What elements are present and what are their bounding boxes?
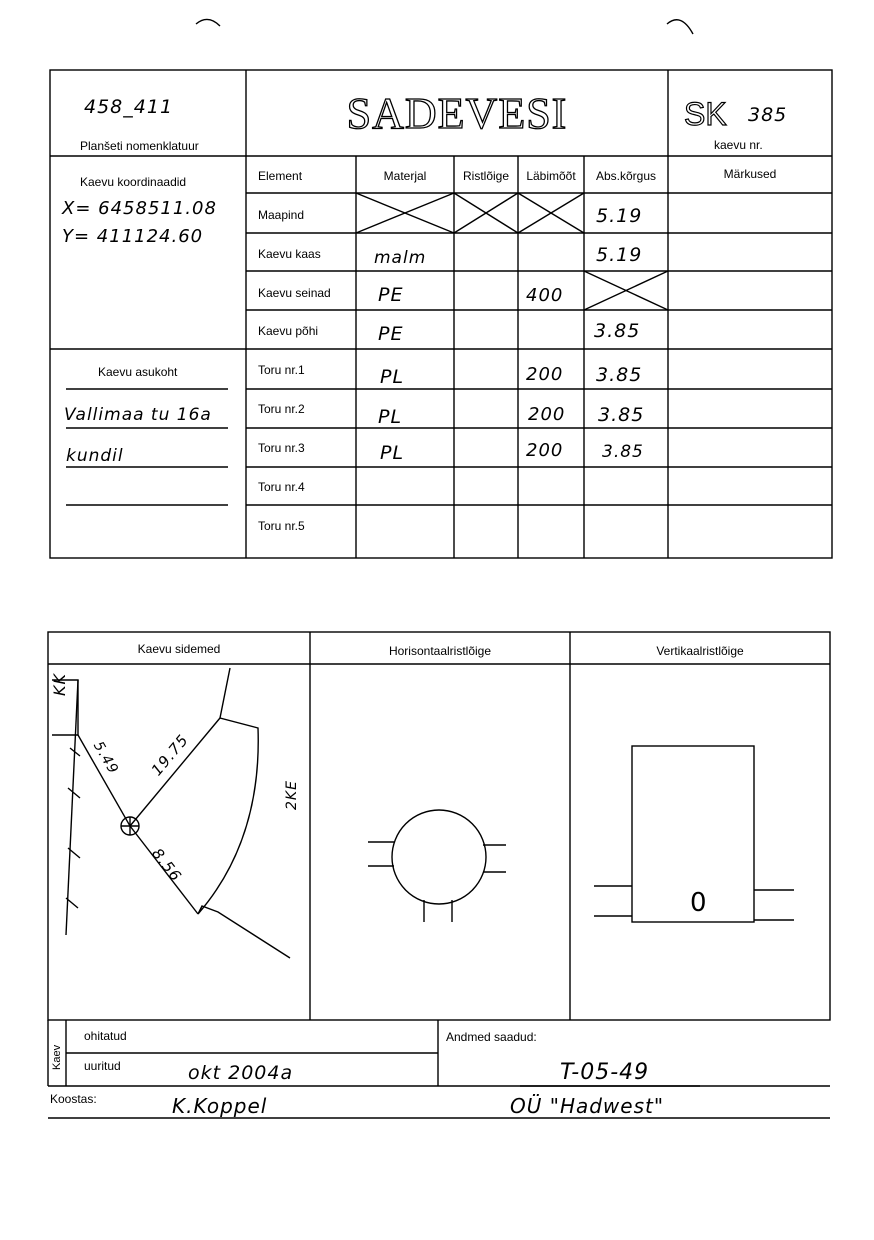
row-element: Maapind: [258, 208, 305, 222]
row-material: PL: [378, 406, 403, 428]
kk-label: KK: [50, 673, 69, 696]
row-element: Toru nr.1: [258, 363, 305, 377]
row-element: Kaevu kaas: [258, 247, 321, 261]
row-height: 3.85: [596, 364, 643, 386]
location-label: Kaevu asukoht: [98, 365, 178, 379]
well-number: 385: [748, 104, 788, 126]
row-element: Toru nr.4: [258, 480, 305, 494]
row-element: Toru nr.3: [258, 441, 305, 455]
row-material: PE: [378, 284, 404, 306]
measured-value: okt 2004a: [188, 1062, 294, 1084]
row-height: 5.19: [596, 205, 643, 227]
row-diameter: 400: [526, 285, 564, 306]
coordinate-x: X= 6458511.08: [62, 198, 217, 219]
location-line2: kundil: [66, 446, 124, 466]
row-element: Toru nr.2: [258, 402, 305, 416]
row-element: Toru nr.5: [258, 519, 305, 533]
author-value: K.Koppel: [172, 1094, 268, 1118]
header-element: Element: [258, 169, 303, 183]
row-diameter: 200: [528, 404, 566, 425]
sketch-connections-title: Kaevu sidemed: [137, 642, 221, 656]
row-height: 3.85: [598, 404, 645, 426]
footer-side-label: Kaev: [51, 1044, 63, 1070]
company-value: OÜ "Hadwest": [510, 1094, 665, 1118]
row-material: PE: [378, 323, 404, 345]
header-diameter: Läbimõõt: [526, 169, 576, 183]
row-diameter: 200: [526, 364, 564, 385]
row-height: 5.19: [596, 244, 643, 266]
row-height: 3.85: [594, 320, 641, 342]
distance-label-2: 19.75: [147, 730, 193, 780]
row-height: 3.85: [602, 442, 644, 462]
row-material: malm: [374, 248, 427, 268]
row-material: PL: [380, 442, 405, 464]
header-remarks: Märkused: [723, 167, 777, 181]
2ke-label: 2KE: [284, 780, 300, 810]
coordinate-y: Y= 411124.60: [62, 226, 204, 247]
row-element: Kaevu seinad: [258, 286, 331, 300]
page-title: SADEVESI: [346, 89, 568, 138]
sketch-vertical-title: Vertikaalristlõige: [656, 644, 744, 658]
nomenclature-value: 458_411: [84, 96, 174, 118]
header-abs-height: Abs.kõrgus: [595, 169, 657, 183]
location-line1: Vallimaa tu 16a: [64, 405, 212, 425]
checked-label: ohitatud: [84, 1029, 127, 1043]
data-source-label: Andmed saadud:: [446, 1030, 537, 1044]
row-diameter: 200: [526, 440, 564, 461]
coordinates-label: Kaevu koordinaadid: [80, 175, 187, 189]
measured-label: uuritud: [84, 1059, 121, 1073]
pipe-mark: 0: [690, 888, 708, 918]
nomenclature-label: Planšeti nomenklatuur: [80, 139, 199, 153]
distance-label-1: 5.49: [89, 738, 122, 778]
distance-label-3: 8.56: [148, 844, 186, 886]
row-element: Kaevu põhi: [258, 324, 319, 338]
row-material: PL: [380, 366, 405, 388]
data-source-value: T-05-49: [560, 1060, 650, 1085]
well-number-label: kaevu nr.: [714, 138, 763, 152]
header-material: Materjal: [383, 169, 427, 183]
header-cross-section: Ristlõige: [462, 169, 510, 183]
sketch-horizontal-title: Horisontaalristlõige: [388, 644, 492, 658]
sk-prefix: SK: [684, 96, 727, 132]
author-label: Koostas:: [50, 1092, 97, 1106]
